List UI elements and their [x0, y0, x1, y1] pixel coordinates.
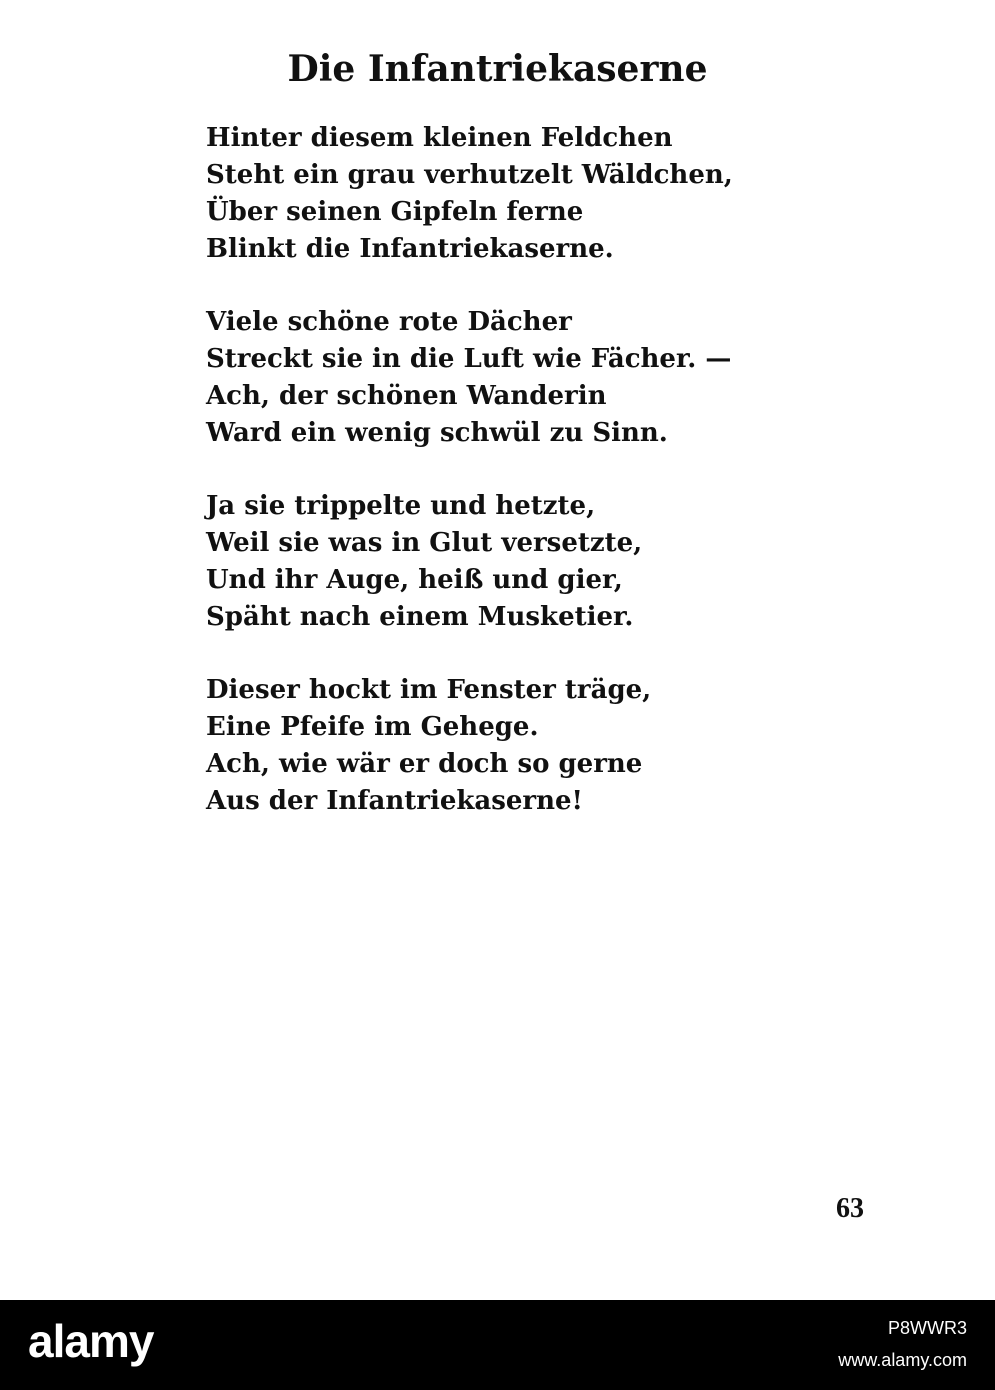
poem-body	[206, 120, 733, 856]
poem-line: Aus der Infantriekaserne!	[206, 786, 583, 816]
alamy-logo: alamy	[28, 1315, 154, 1367]
poem-line: Steht ein grau verhutzelt Wäldchen,	[206, 160, 733, 190]
stock-watermark-banner	[0, 1300, 995, 1390]
poem-line: Dieser hockt im Fenster träge,	[206, 675, 652, 705]
poem-line: Streckt sie in die Luft wie Fächer. —	[206, 344, 732, 374]
poem-line: Viele schöne rote Dächer	[206, 307, 572, 337]
watermark-url: www.alamy.com	[838, 1350, 967, 1370]
stanza-2	[206, 304, 733, 452]
poem-line: Blinkt die Infantriekaserne.	[206, 234, 614, 264]
page-number: 63	[836, 1193, 864, 1224]
stanza-3	[206, 488, 733, 636]
stanza-1	[206, 120, 733, 268]
image-id: P8WWR3	[887, 1318, 967, 1338]
poem-line: Ach, der schönen Wanderin	[206, 381, 607, 411]
poem-line: Späht nach einem Musketier.	[206, 602, 634, 632]
poem-line: Hinter diesem kleinen Feldchen	[206, 123, 673, 153]
poem-line: Über seinen Gipfeln ferne	[206, 197, 584, 227]
poem-title: Die Infantriekaserne	[287, 48, 708, 90]
poem-line: Ward ein wenig schwül zu Sinn.	[206, 418, 668, 448]
poem-line: Weil sie was in Glut versetzte,	[206, 528, 643, 558]
poem-line: Und ihr Auge, heiß und gier,	[206, 565, 623, 595]
stanza-4	[206, 672, 733, 820]
poem-line: Ach, wie wär er doch so gerne	[206, 749, 643, 779]
poem-line: Ja sie trippelte und hetzte,	[206, 491, 596, 521]
poem-line: Eine Pfeife im Gehege.	[206, 712, 539, 742]
